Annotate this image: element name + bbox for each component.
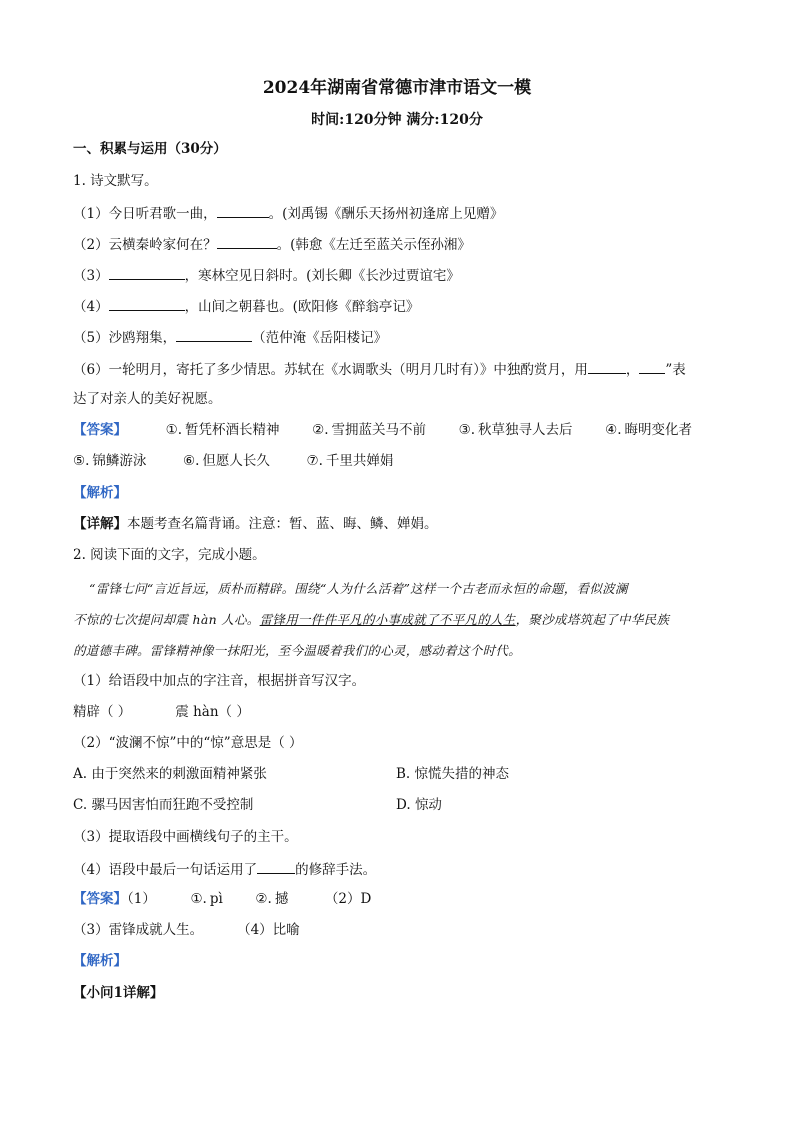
answer-blank bbox=[109, 297, 185, 311]
answer-row: 【答案】（1） ①. pì ②. 撼 （2）D bbox=[73, 891, 372, 907]
sub-question: （4）语段中最后一句话运用了 的修辞手法。 bbox=[73, 862, 377, 878]
fill-item: （4） ，山间之朝暮也。(欧阳修《醉翁亭记》 bbox=[73, 299, 420, 315]
fill-item: （2）云横秦岭家何在？ 。(韩愈《左迁至蓝关示侄孙湘》 bbox=[73, 237, 471, 253]
answer-item: ⑤. 锦鳞游泳 bbox=[73, 453, 147, 469]
answer-item: ①. 暂凭杯酒长精神 bbox=[165, 422, 280, 438]
answer-label: 【答案】 bbox=[73, 422, 127, 438]
analysis-label: 【解析】 bbox=[73, 953, 127, 969]
question-stem: 2. 阅读下面的文字，完成小题。 bbox=[73, 547, 266, 563]
exam-info: 时间:120分钟 满分:120分 bbox=[311, 112, 483, 128]
answer-blank bbox=[257, 860, 295, 874]
sub-question: （3）提取语段中画横线句子的主干。 bbox=[73, 829, 298, 845]
answer-blank bbox=[176, 328, 252, 342]
answer-row bbox=[73, 453, 393, 469]
section-heading: 一、积累与运用（30分） bbox=[73, 141, 227, 157]
analysis-label: 【解析】 bbox=[73, 485, 127, 501]
option-c: C. 骡马因害怕而狂跑不受控制 bbox=[73, 797, 254, 813]
detail-row: 【详解】本题考查名篇背诵。注意：暂、蓝、晦、鳞、婵娟。 bbox=[73, 516, 438, 532]
answer-row bbox=[73, 422, 692, 438]
fill-item: （1）今日听君歌一曲， 。(刘禹锡《酬乐天扬州初逢席上见赠》 bbox=[73, 206, 504, 222]
option-b: B. 惊慌失措的神态 bbox=[396, 766, 510, 782]
passage-line: 不惊的七次提问却震 hàn 人心。雷锋用一件件平凡的小事成就了不平凡的人生，聚沙成塔筑起了中华民族 bbox=[73, 612, 670, 627]
page-title: 2024年湖南省常德市津市语文一模 bbox=[262, 78, 532, 98]
answer-label: 【答案】 bbox=[73, 891, 127, 907]
fill-item: （3） ，寒林空见日斜时。(刘长卿《长沙过贾谊宅》 bbox=[73, 268, 460, 284]
answer-item: ⑥. 但愿人长久 bbox=[183, 453, 270, 469]
sub-question: （1）给语段中加点的字注音，根据拼音写汉字。 bbox=[73, 673, 366, 689]
answer-blank bbox=[217, 235, 277, 249]
answer-row: （3）雷锋成就人生。 （4）比喻 bbox=[73, 922, 300, 938]
option-d: D. 惊动 bbox=[396, 797, 442, 813]
question-stem: 1. 诗文默写。 bbox=[73, 173, 158, 189]
answer-item: ④. 晦明变化者 bbox=[605, 422, 692, 438]
option-a: A. 由于突然来的刺激面精神紧张 bbox=[73, 766, 267, 782]
answer-item: ②. 雪拥蓝关马不前 bbox=[312, 422, 426, 438]
underlined-sentence: 雷锋用一件件平凡的小事成就了不平凡的人生 bbox=[259, 612, 516, 627]
passage-line: 的道德丰碑。雷锋精神像一抹阳光，至今温暖着我们的心灵，感动着这个时代。 bbox=[73, 643, 522, 658]
fill-item: （6）一轮明月，寄托了多少情思。苏轼在《水调歌头（明月几时有）》中独酌赏月，用 ， ”表 bbox=[73, 362, 686, 378]
small-question-label: 【小问1详解】 bbox=[73, 985, 164, 1001]
answer-item: ⑦. 千里共婵娟 bbox=[306, 453, 394, 469]
sub-question: （2）“波澜不惊”中的“惊”意思是（ ） bbox=[73, 735, 303, 751]
answer-blank bbox=[217, 204, 269, 218]
answer-blank bbox=[639, 360, 665, 374]
passage-line: “雷锋七问“言近旨远，质朴而精辟。围绕“人为什么活着”这样一个古老而永恒的命题，看似波澜 bbox=[89, 581, 628, 596]
answer-blank bbox=[588, 360, 626, 374]
fill-item: （5）沙鸥翔集， （范仲淹《岳阳楼记》 bbox=[73, 330, 388, 346]
answer-blank bbox=[109, 266, 185, 280]
answer-item: ③. 秋草独寻人去后 bbox=[458, 422, 573, 438]
fill-item-continued: 达了对亲人的美好祝愿。 bbox=[73, 391, 222, 407]
pinyin-blanks: 精辟（ ） 震 hàn（ ） bbox=[73, 704, 250, 720]
